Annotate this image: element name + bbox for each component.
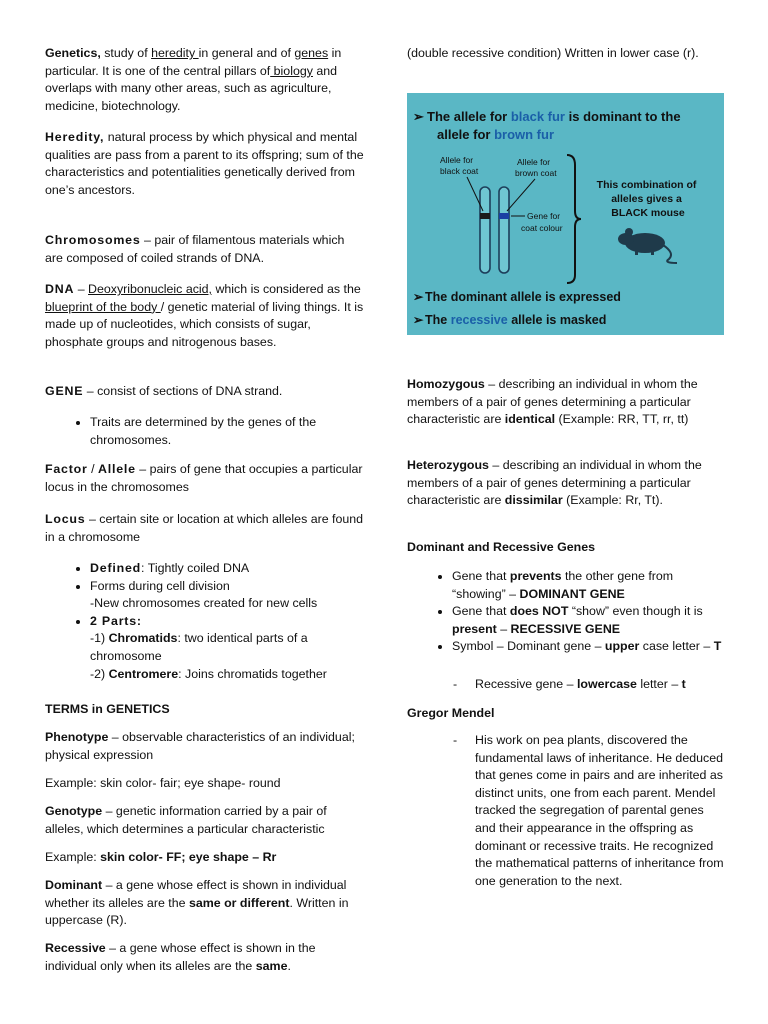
example-phenotype: Example: skin color- fair; eye shape- round [45,776,281,790]
figure-bottom2 [425,313,606,327]
text: The [425,313,451,327]
figure-bottom1: The dominant allele is expressed [425,290,621,304]
example-genotype [45,849,276,867]
chromosome-right [499,187,509,273]
text: -2) [90,666,109,681]
list-item [452,568,727,603]
list-item [90,560,365,578]
text: t [681,677,686,691]
heterozygous-definition [407,457,727,510]
text: – certain site or location at which alleles are found in a chromosome [45,512,364,544]
chromosome-left [480,187,490,273]
locus-bullet-list [45,560,365,683]
text: BLACK mouse [611,207,685,219]
text: in particular. It is one of the central pillars of [45,46,342,78]
text: same or different [188,895,290,910]
text-black-fur: black fur [510,109,565,124]
term-locus: Locus [45,512,86,526]
text: -New chromosomes created for new cells [90,596,318,611]
term-dominant: Dominant [45,878,103,892]
genetics-definition [45,45,365,115]
link-genes: genes [294,46,329,60]
dominant-recessive-heading: Dominant and Recessive Genes [407,540,595,554]
label-chromatids: Chromatids [108,631,178,646]
term-genotype: Genotype [45,804,103,818]
text: Gene that [452,604,510,619]
term-factor: Factor [45,462,88,476]
list-item [452,638,727,656]
figure-line1 [427,109,681,124]
label-brown-coat [515,157,557,178]
list-item: - His work on pea plants, discovered the fundamental laws of inheritance. He deduced that genes come in pairs and are inherited as distinct units, one from each parent. Mendel tracked the segregation of parental genes and their appearance in the offspring as dominant or recessive traits. He recognized the mathematical patterns of inheritance from one generation to the next. [475,732,727,890]
arrow-bullet-1: ➢ [413,109,424,124]
term-heterozygous: Heterozygous [407,458,489,472]
chromosomes-definition [45,232,365,267]
list-item [475,676,730,694]
dominant-definition [45,877,365,930]
text: – a gene whose effect is shown in the individual only when its alleles are the [45,941,316,973]
text: (Example: RR, TT, rr, tt) [555,412,689,427]
text: is dominant to the [565,109,681,124]
term-chromosomes: Chromosomes [45,233,141,247]
text: The allele for [427,109,511,124]
text: / [87,462,98,476]
text: allele is masked [507,313,607,327]
recessive-continued: (double recessive condition) Written in lower case (r). [407,46,699,60]
text: Gene that [452,569,510,583]
text: skin color- FF; eye shape – Rr [100,850,277,864]
text: Allele for [517,157,551,167]
text: in general and of [198,46,295,60]
text: : two identical parts of a chromosome [90,631,308,663]
text: . [287,958,291,973]
text-brown-fur: brown fur [494,127,555,142]
text: : Joins chromatids together [178,666,327,681]
text: Recessive gene – [475,677,577,691]
text: natural process by which physical and mental qualities are pass from a parent to its offspring; sum of the characteristics and potentialities genetically derived from one’s ancestors. [45,130,364,197]
allele-diagram [407,93,724,335]
text: This combination of [596,179,697,191]
list-item [90,578,365,613]
text: T [713,639,722,654]
text: the other gene from “showing” – [452,569,674,601]
text: – pairs of gene that occupies a particular locus in the chromosomes [45,462,363,494]
mendel-heading: Gregor Mendel [407,706,495,720]
term-homozygous: Homozygous [407,377,485,391]
label-two-parts: 2 Parts: [90,613,142,628]
text: Gene for [527,211,561,221]
text: lowercase [576,677,637,691]
link-heredity: heredity [151,46,199,60]
text: coat colour [521,223,563,233]
term-allele: Allele [98,462,136,476]
text: prevents [509,569,562,583]
text: allele for [437,127,495,142]
term-gene: GENE [45,384,84,398]
text: same [255,958,288,973]
term-dna: DNA [45,282,75,296]
text: – describing an individual in whom the members of a pair of genes determining a particular characteristic are [407,377,698,427]
text: identical [504,412,556,427]
genotype-definition [45,803,365,838]
term-genetics: Genetics, [45,46,101,60]
dna-definition [45,281,365,351]
text-recessive: recessive [450,313,508,327]
terms-heading: TERMS in GENETICS [45,702,170,716]
text: Symbol – Dominant gene – [452,639,605,654]
allele-figure [407,93,724,335]
text: brown coat [515,168,557,178]
dominant-recessive-sublist [407,676,730,694]
dominant-recessive-list [407,568,727,656]
recessive-definition [45,940,365,975]
text: RECESSIVE GENE [510,621,621,636]
text: “show” even though it is [568,604,703,619]
text: -1) [90,631,109,646]
link-biology: biology [270,63,313,78]
label-centromere: Centromere [108,666,179,681]
text: – genetic information carried by a pair of alleles, which determines a particular characteristic [45,804,327,836]
homozygous-definition [407,376,727,429]
text: – describing an individual in whom the members of a pair of genes determining a particular characteristic are [407,458,702,508]
combo-text [597,179,700,219]
text: – a gene whose effect is shown in individual whether its alleles are the [45,878,347,910]
list-item [90,613,365,683]
gene-definition [45,383,282,401]
text: dissimilar [504,493,563,508]
mendel-list [407,732,727,890]
text: (Example: Rr, Tt). [562,493,663,508]
label-defined: Defined [90,561,142,575]
text: Allele for [440,155,474,165]
text: black coat [440,166,479,176]
figure-line2 [437,127,554,142]
text: – [496,621,511,636]
text: Forms during cell division [90,578,230,593]
text: – [74,282,89,296]
text: study of [100,46,152,60]
text: alleles gives a [611,193,682,205]
text: does NOT [509,604,569,619]
text: . Written in uppercase (R). [45,895,349,928]
text: upper [604,639,640,654]
locus-definition [45,511,365,546]
factor-allele-definition [45,461,365,496]
gene-bullet-list [45,414,365,449]
list-item: • Traits are determined by the genes of the chromosomes. [90,414,365,449]
link-deoxyribonucleic-acid: Deoxyribonucleic acid, [88,282,212,296]
text: case letter – [639,639,714,654]
allele-brown-band [499,213,509,219]
text: Example: [45,850,101,864]
text: and overlaps with many other areas, such as agriculture, medicine, biotechnology. [45,63,338,113]
label-black-coat [440,155,479,176]
text: present [452,621,497,636]
text: letter – [636,677,682,691]
text: – pair of filamentous materials which are composed of coiled strands of DNA. [45,233,345,265]
text: / genetic material of living things. It is made up of nucleotides, which consists of sugar, phosphate groups and nitrogenous bases. [45,299,364,349]
list-item [452,603,727,638]
allele-black-band [480,213,490,219]
link-blueprint: blueprint of the body [45,299,161,314]
phenotype-definition [45,729,365,764]
term-heredity: Heredity, [45,130,105,144]
arrow-bullet-3: ➢ [413,313,424,327]
text: – consist of sections of DNA strand. [83,384,283,398]
text: which is considered as the [212,282,361,296]
term-recessive: Recessive [45,941,106,955]
term-phenotype: Phenotype [45,730,109,744]
text: – observable characteristics of an individual; physical expression [45,730,355,762]
arrow-bullet-2: ➢ [413,290,424,304]
text: : Tightly coiled DNA [141,561,250,575]
text: DOMINANT GENE [519,586,625,601]
heredity-definition [45,129,365,199]
